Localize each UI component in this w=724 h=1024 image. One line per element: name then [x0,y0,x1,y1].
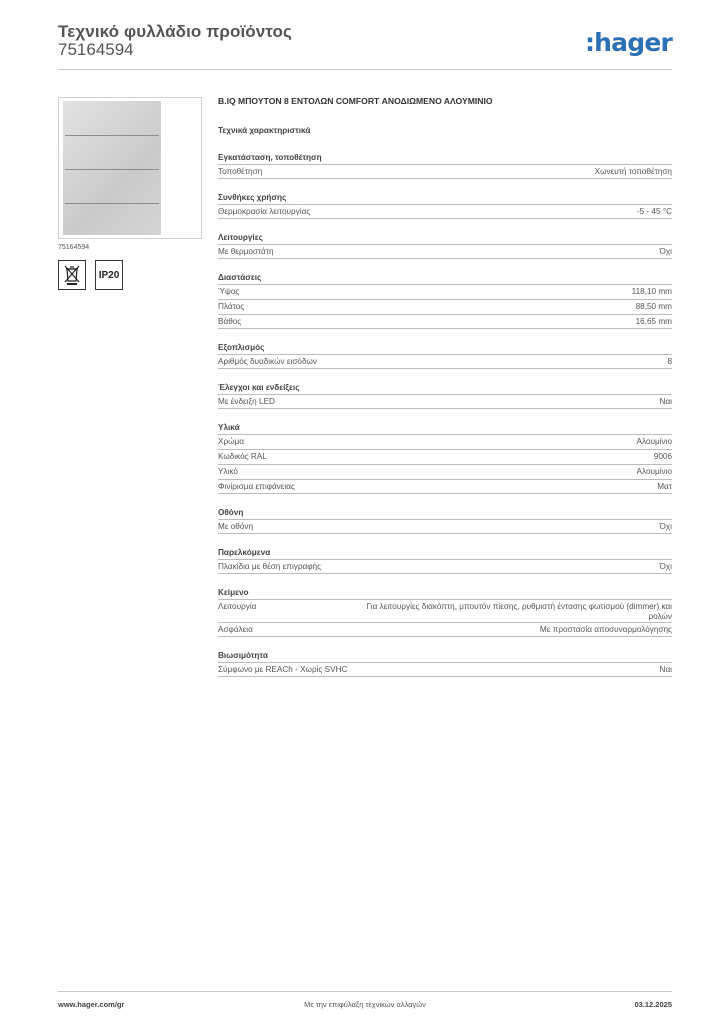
spec-section [218,271,672,329]
spec-row [218,479,672,494]
spec-value: Όχι [659,562,672,571]
spec-label: Με οθόνη [218,522,254,531]
page-footer [58,991,672,1009]
spec-value: Αλουμίνιο [636,437,672,446]
weee-bin-icon [58,260,86,290]
spec-row [218,464,672,479]
spec-section [218,506,672,534]
spec-value: Χωνευτή τοποθέτηση [594,167,672,176]
button-divider [65,203,159,204]
spec-label: Τοποθέτηση [218,167,263,176]
spec-section [218,546,672,574]
spec-row [218,449,672,464]
spec-row [218,314,672,329]
ip20-badge: IP20 [95,260,123,290]
technical-characteristics-heading: Τεχνικά χαρακτηριστικά [218,126,311,135]
spec-row [218,244,672,259]
section-title: Λειτουργίες [218,233,263,242]
spec-section [218,151,672,179]
spec-section [218,421,672,494]
footer-url: www.hager.com/gr [58,1000,125,1009]
spec-row [218,284,672,299]
spec-label: Πλάτος [218,302,245,311]
spec-value: Όχι [659,247,672,256]
spec-label: Αριθμός δυαδικών εισόδων [218,357,318,366]
product-name: B.IQ ΜΠΟΥΤΟΝ 8 ΕΝΤΟΛΩΝ COMFORT ΑΝΟΔΙΩΜΕΝΟ ΑΛΟΥΜΙΝΙΟ [218,96,493,106]
certification-badges [58,260,203,290]
spec-section [218,231,672,259]
spec-row [218,662,672,677]
spec-row [218,559,672,574]
section-title: Βιωσιμότητα [218,651,268,660]
spec-sections [218,151,672,677]
product-image-caption: 75164594 [58,244,90,251]
spec-section [218,341,672,369]
section-title: Διαστάσεις [218,273,262,282]
spec-label: Πλακίδια με θέση επιγραφής [218,562,322,571]
section-title: Εγκατάσταση, τοποθέτηση [218,153,322,162]
spec-row [218,622,672,637]
spec-value: Με προστασία αποσυναρμολόγησης [539,625,672,634]
section-title: Υλικά [218,423,240,432]
section-title: Οθόνη [218,508,244,517]
spec-label: Με θερμοστάτη [218,247,274,256]
section-title: Παρελκόμενα [218,548,271,557]
spec-section [218,649,672,677]
spec-value: Ματ [657,482,672,491]
spec-value: 118,10 mm [631,287,672,296]
hager-logo: :hager [584,28,672,57]
spec-value: -5 - 45 °C [636,207,672,216]
spec-label: Ύψος [218,287,240,296]
spec-row [218,204,672,219]
spec-value: Για λειτουργίες διακόπτη, μπουτόν πίεσης, ρυθμιστή έντασης φωτισμού (dimmer) και ρολών [366,602,672,621]
spec-label: Λειτουργία [218,602,257,611]
spec-label: Με ένδειξη LED [218,397,275,406]
spec-row [218,519,672,534]
spec-section [218,381,672,409]
spec-value: Όχι [659,522,672,531]
spec-value: Αλουμίνιο [636,467,672,476]
spec-label: Φινίρισμα επιφάνειας [218,482,295,491]
spec-value: Ναι [659,397,672,406]
spec-label: Σύμφωνο με REACh - Χωρίς SVHC [218,665,348,674]
spec-label: Βάθος [218,317,242,326]
section-title: Εξοπλισμός [218,343,265,352]
footer-date: 03.12.2025 [634,1000,672,1009]
button-divider [65,169,159,170]
spec-value: 9006 [653,452,672,461]
spec-value: 16,65 mm [635,317,672,326]
section-title: Έλεγχοι και ενδείξεις [218,383,300,392]
spec-label: Υλικό [218,467,238,476]
spec-value: 8 [667,357,672,366]
spec-row [218,394,672,409]
spec-value: 88,50 mm [635,302,672,311]
spec-row [218,299,672,314]
section-title: Συνθήκες χρήσης [218,193,287,202]
spec-row [218,434,672,449]
product-sidebar [58,97,203,290]
spec-row [218,599,672,622]
spec-label: Θερμοκρασία λειτουργίας [218,207,311,216]
spec-label: Ασφάλεια [218,625,253,634]
spec-label: Κωδικός RAL [218,452,267,461]
footer-note: Με την επιφύλαξη τεχνικών αλλαγών [304,1000,426,1009]
product-image [63,101,161,235]
spec-value: Ναι [659,665,672,674]
document-code: 75164594 [58,40,134,59]
button-divider [65,135,159,136]
document-title: Τεχνικό φυλλάδιο προϊόντος [58,22,292,41]
spec-row [218,164,672,179]
technical-details [218,96,672,689]
section-title: Κείμενο [218,588,249,597]
spec-section [218,191,672,219]
product-image-frame [58,97,202,239]
spec-row [218,354,672,369]
spec-label: Χρώμα [218,437,244,446]
page-header [58,22,672,70]
spec-section [218,586,672,637]
